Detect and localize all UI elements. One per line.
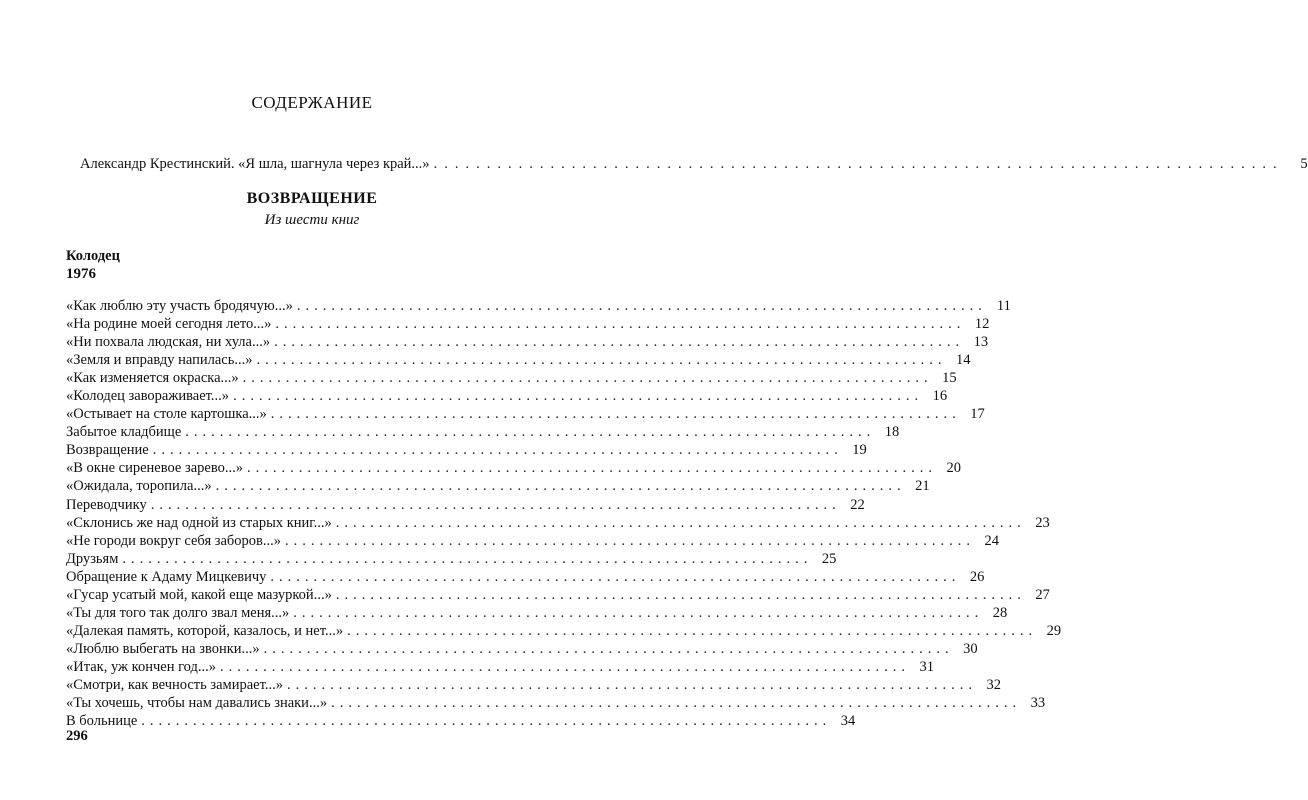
leader-dots: ................................................................................ bbox=[152, 442, 843, 459]
toc-entry-page: 32 bbox=[986, 676, 1001, 693]
toc-entry-page: 12 bbox=[974, 316, 990, 333]
leader-dots: ................................................................................ bbox=[335, 586, 1026, 603]
leader-dots: ................................................................................ bbox=[347, 622, 1038, 639]
leader-dots: ................................................................................ bbox=[246, 460, 937, 477]
page-number: 296 bbox=[66, 728, 88, 744]
toc-entry bbox=[66, 676, 1001, 694]
leader-dots: ................................................................................ bbox=[185, 424, 876, 441]
toc-entry-label: «Как люблю эту участь бродячую...» bbox=[66, 298, 293, 314]
toc-entry-page: 18 bbox=[884, 424, 900, 441]
leader-dots: ................................................................................ bbox=[141, 713, 832, 730]
toc-entry-page: 15 bbox=[942, 370, 957, 387]
toc-intro-entry bbox=[80, 155, 1308, 173]
toc-entry-page: 17 bbox=[970, 406, 985, 423]
toc-entry-page: 13 bbox=[973, 334, 989, 351]
book-title: Колодец bbox=[66, 248, 120, 264]
leader-dots: ................................................................................ bbox=[270, 568, 961, 585]
toc-entry bbox=[66, 604, 1008, 622]
toc-entry-label: Забытое кладбище bbox=[66, 424, 182, 441]
toc-entry-label: «Смотри, как вечность замирает...» bbox=[66, 676, 283, 693]
toc-entry bbox=[66, 333, 989, 351]
leader-dots: ................................................................................ bbox=[274, 334, 965, 351]
toc-entry-label: «В окне сиреневое зарево...» bbox=[66, 460, 243, 477]
toc-entry-page: 27 bbox=[1035, 586, 1050, 603]
toc-entry-page: 19 bbox=[852, 442, 867, 459]
toc-entry-page: 26 bbox=[969, 568, 985, 585]
book-year: 1976 bbox=[66, 266, 96, 282]
toc-entry bbox=[66, 550, 837, 568]
toc-entry-label: «Ты для того так долго звал меня...» bbox=[66, 604, 290, 621]
leader-dots: ................................................................................ bbox=[150, 496, 841, 513]
toc-entry-label: «Ни похвала людская, ни хула...» bbox=[66, 334, 271, 351]
leader-dots: ................................................................................ bbox=[215, 478, 906, 495]
toc-entry bbox=[66, 694, 1046, 712]
toc-entry bbox=[66, 532, 1000, 550]
toc-entry bbox=[66, 640, 978, 658]
toc-entry-label: «Колодец завораживает...» bbox=[66, 388, 230, 405]
toc-entry-page: 5 bbox=[1300, 156, 1308, 172]
toc-entry bbox=[66, 405, 985, 423]
leader-dots: ................................................................................ bbox=[335, 514, 1026, 531]
leader-dots: ................................................................................ bbox=[122, 550, 813, 567]
toc-entry bbox=[66, 459, 961, 477]
toc-entry-page: 14 bbox=[955, 352, 971, 369]
toc-entry-label: «Не городи вокруг себя заборов...» bbox=[66, 532, 282, 549]
leader-dots: ................................................................................ bbox=[433, 156, 1284, 172]
toc-entry-label: Возвращение bbox=[66, 442, 149, 459]
leader-dots: ................................................................................ bbox=[256, 352, 947, 369]
toc-entry-label: В больнице bbox=[66, 713, 138, 730]
toc-entry-page: 29 bbox=[1046, 622, 1062, 639]
toc-entry-label: Друзьям bbox=[66, 550, 119, 567]
toc-entry bbox=[66, 622, 1062, 640]
leader-dots: ................................................................................ bbox=[286, 676, 977, 693]
toc-entry-page: 22 bbox=[850, 496, 865, 513]
toc-entry-page: 31 bbox=[919, 658, 935, 675]
toc-entry-label: «Гусар усатый мой, какой еще мазуркой...» bbox=[66, 586, 332, 603]
toc-entry-page: 11 bbox=[996, 298, 1011, 314]
toc-entry-page: 20 bbox=[946, 460, 961, 477]
leader-dots: ................................................................................ bbox=[293, 604, 984, 621]
toc-entry-label: Переводчику bbox=[66, 496, 147, 513]
toc-entry-label: «Итак, уж кончен год...» bbox=[66, 658, 217, 675]
toc-entry-label: «Люблю выбегать на звонки...» bbox=[66, 640, 260, 657]
toc-entry-page: 28 bbox=[992, 604, 1008, 621]
section-subtitle: Из шести книг bbox=[264, 212, 360, 228]
toc-entry-label: «Далекая память, которой, казалось, и нет...» bbox=[66, 622, 344, 639]
toc-entry-label: «На родине моей сегодня лето...» bbox=[66, 316, 272, 333]
toc-entry bbox=[66, 423, 900, 441]
toc-entry bbox=[66, 387, 948, 405]
toc-entry-page: 34 bbox=[840, 713, 856, 730]
leader-dots: ................................................................................ bbox=[275, 316, 966, 333]
toc-entry bbox=[66, 496, 865, 514]
toc-entry-label: «Как изменяется окраска...» bbox=[66, 370, 239, 387]
toc-entry-label: «Ожидала, торопила...» bbox=[66, 478, 212, 495]
toc-entry-page: 25 bbox=[821, 550, 837, 567]
toc-entry-label: Александр Крестинский. «Я шла, шагнула через край...» bbox=[80, 156, 430, 172]
page-title: СОДЕРЖАНИЕ bbox=[251, 93, 373, 112]
toc-entry-page: 33 bbox=[1030, 695, 1046, 712]
leader-dots: ................................................................................ bbox=[270, 406, 961, 423]
toc-entry-page: 16 bbox=[932, 388, 948, 405]
toc-entry bbox=[66, 351, 971, 369]
toc-entry-label: «Ты хочешь, чтобы нам давались знаки...» bbox=[66, 695, 328, 712]
toc-entry bbox=[66, 297, 1011, 315]
toc-entry bbox=[66, 568, 985, 586]
toc-entry-list bbox=[66, 297, 1062, 730]
toc-entry bbox=[66, 441, 867, 459]
leader-dots: ................................................................................ bbox=[263, 640, 954, 657]
leader-dots: ................................................................................ bbox=[285, 532, 976, 549]
toc-entry bbox=[66, 586, 1050, 604]
toc-entry-label: «Остывает на столе картошка...» bbox=[66, 406, 267, 423]
toc-entry-page: 24 bbox=[984, 532, 1000, 549]
toc-entry bbox=[66, 658, 935, 676]
toc-entry-label: «Земля и вправду напилась...» bbox=[66, 352, 253, 369]
leader-dots: ................................................................................ bbox=[242, 370, 933, 387]
toc-entry bbox=[66, 477, 930, 495]
toc-entry bbox=[66, 712, 856, 730]
leader-dots: ................................................................................ bbox=[296, 298, 987, 314]
toc-entry-label: Обращение к Адаму Мицкевичу bbox=[66, 568, 267, 585]
toc-entry-page: 21 bbox=[915, 478, 930, 495]
toc-entry bbox=[66, 369, 957, 387]
leader-dots: ................................................................................ bbox=[233, 388, 924, 405]
leader-dots: ................................................................................ bbox=[220, 658, 911, 675]
toc-entry-label: «Склонись же над одной из старых книг...» bbox=[66, 514, 332, 531]
toc-entry bbox=[66, 514, 1050, 532]
toc-entry bbox=[66, 315, 990, 333]
leader-dots: ................................................................................ bbox=[331, 695, 1022, 712]
toc-entry-page: 23 bbox=[1035, 514, 1050, 531]
toc-entry-page: 30 bbox=[963, 640, 978, 657]
section-title: ВОЗВРАЩЕНИЕ bbox=[246, 190, 378, 207]
